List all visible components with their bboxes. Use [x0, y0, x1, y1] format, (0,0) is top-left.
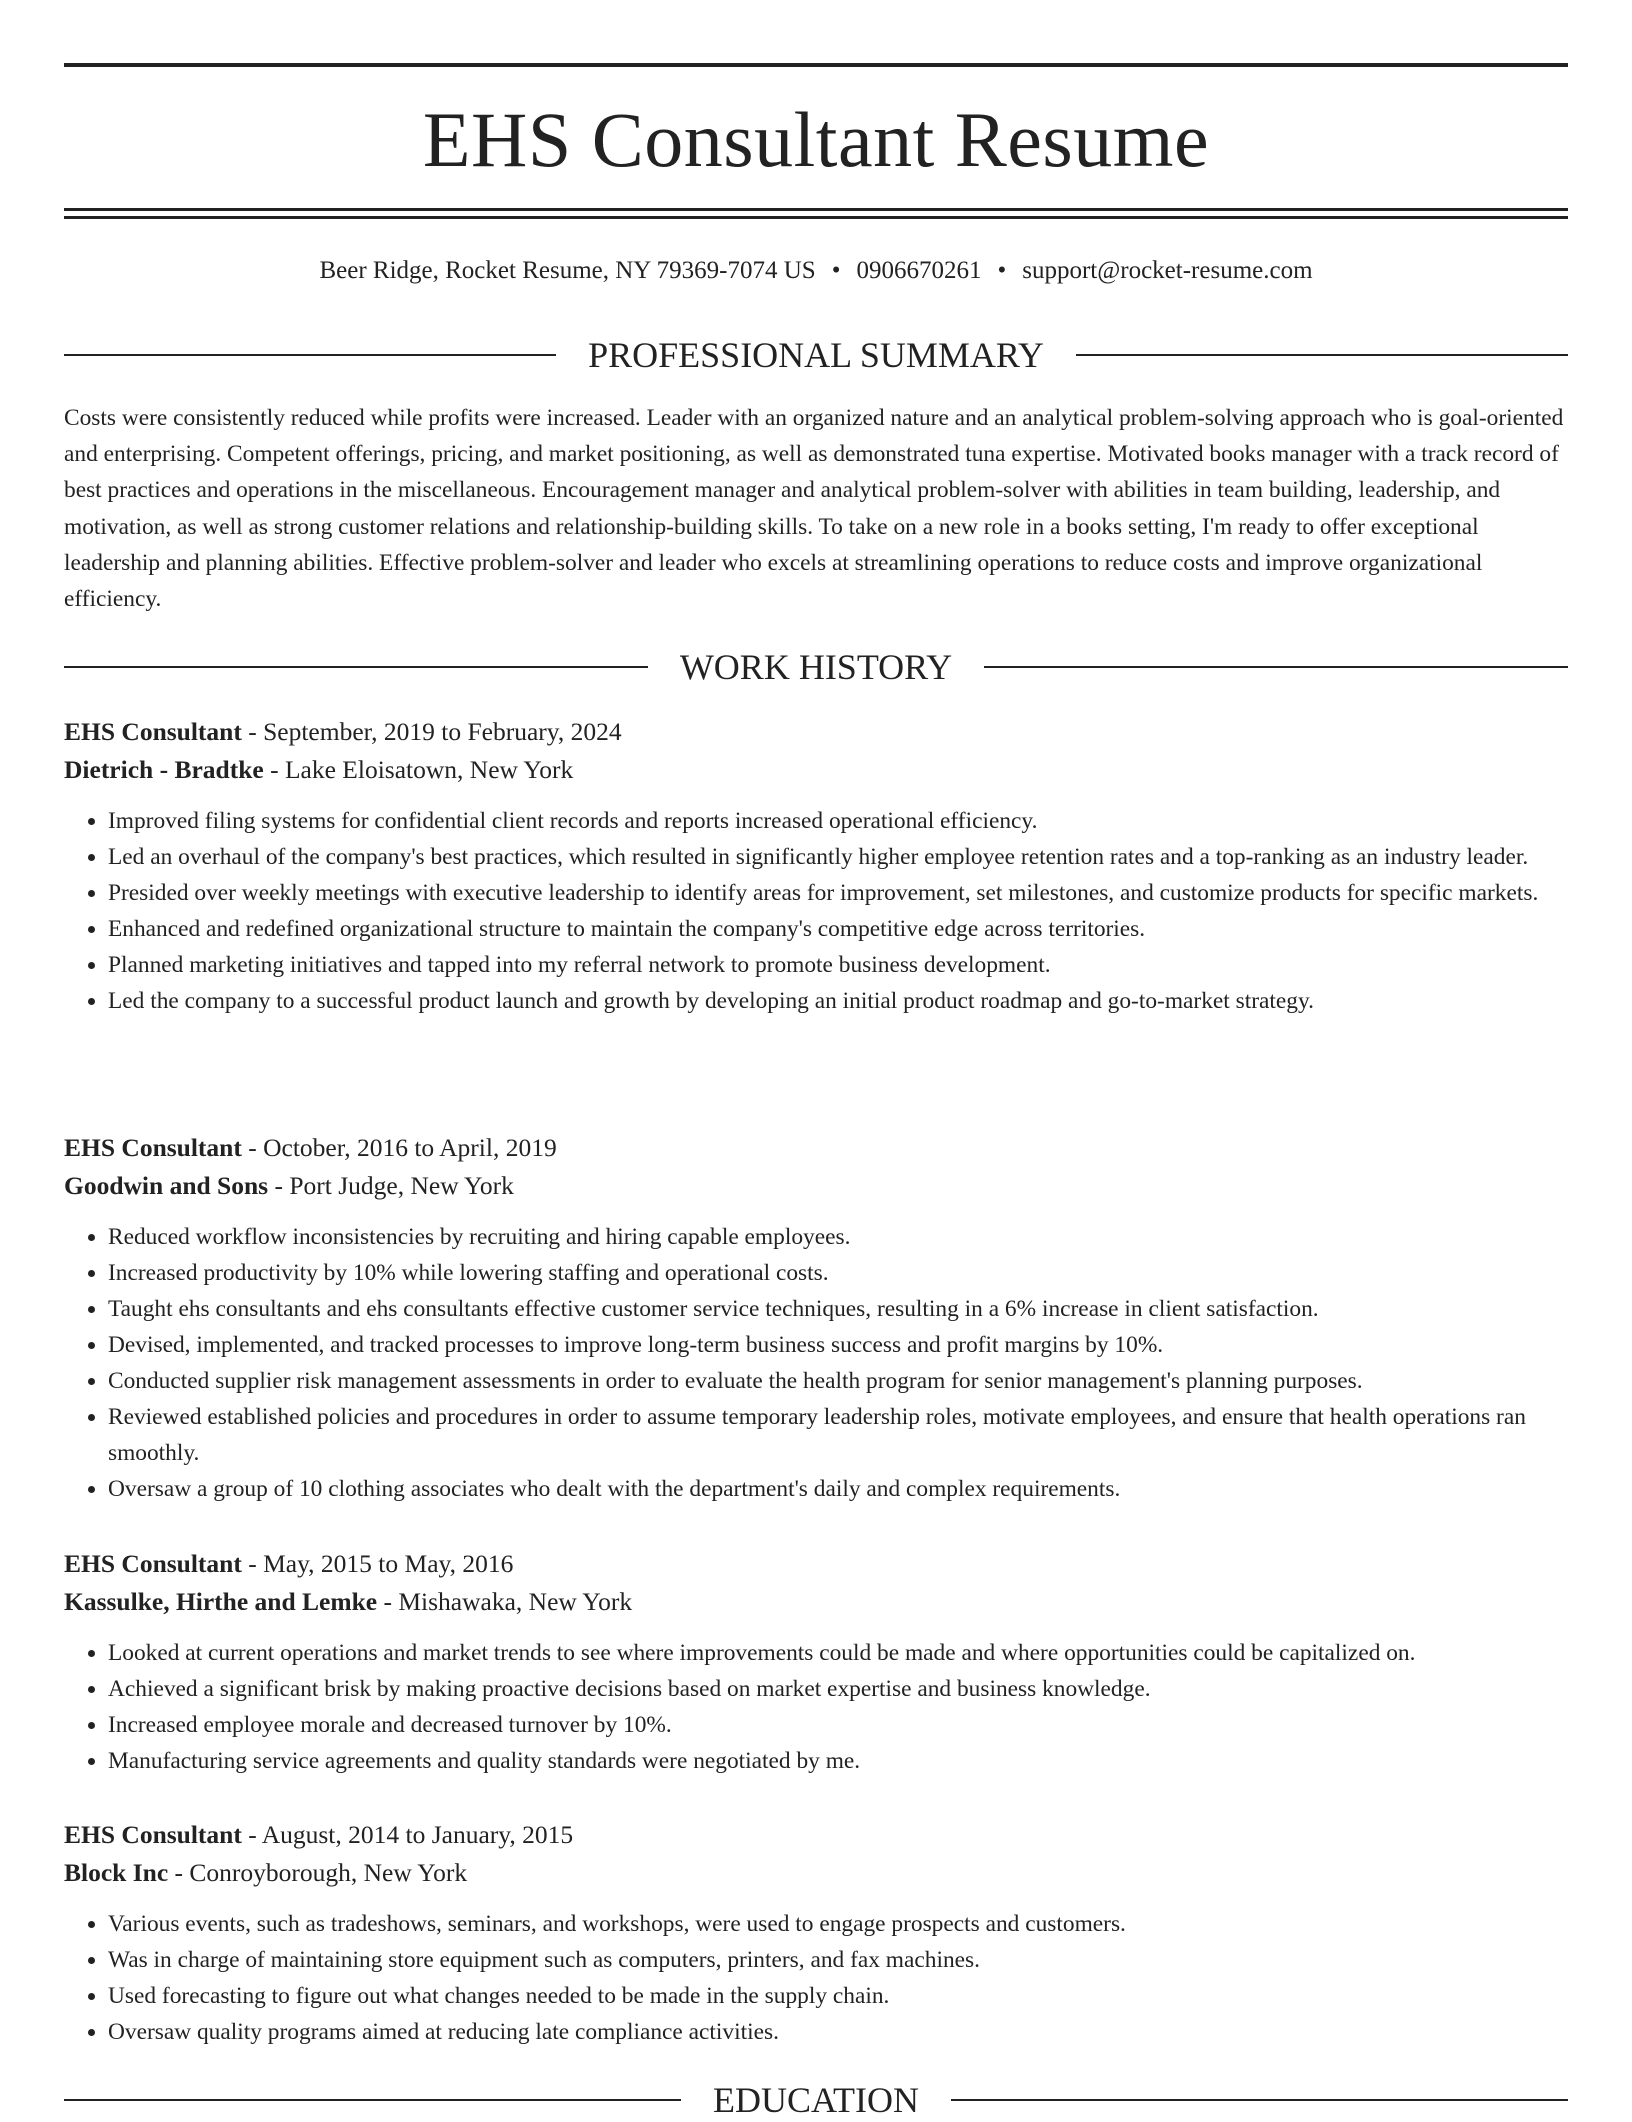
job-company-line — [64, 1854, 1568, 1892]
heading-rule-right — [984, 666, 1568, 668]
job-title: EHS Consultant — [64, 1133, 242, 1162]
job-bullets — [64, 803, 1568, 1019]
title-double-rule — [64, 208, 1568, 219]
section-heading-summary — [64, 333, 1568, 377]
contact-separator: • — [997, 257, 1007, 284]
job-bullet: • Looked at current operations and market trends to see where improvements could be made and where opportunities could be capitalized on. — [108, 1635, 1568, 1671]
job-bullet: • Enhanced and redefined organizational structure to maintain the company's competitive edge across territories. — [108, 911, 1568, 947]
job-dates: - September, 2019 to February, 2024 — [248, 717, 622, 746]
job-bullet: • Led an overhaul of the company's best practices, which resulted in significantly higher employee retention rates and a top-ranking as an industry leader. — [108, 839, 1568, 875]
job-bullet: • Used forecasting to figure out what changes needed to be made in the supply chain. — [108, 1978, 1568, 2014]
job-role-line — [64, 713, 1568, 751]
job-bullets — [64, 1635, 1568, 1779]
job-role-line — [64, 1816, 1568, 1854]
job-bullet: • Increased productivity by 10% while lowering staffing and operational costs. — [108, 1255, 1568, 1291]
job-title: EHS Consultant — [64, 717, 242, 746]
job-bullet: • Planned marketing initiatives and tapped into my referral network to promote business development. — [108, 947, 1568, 983]
job-company: Kassulke, Hirthe and Lemke — [64, 1587, 378, 1616]
job-dates: - May, 2015 to May, 2016 — [248, 1549, 514, 1578]
section-heading-work-history — [64, 645, 1568, 689]
summary-text: Costs were consistently reduced while profits were increased. Leader with an organized nature and an analytical problem-solving approach who is goal-oriented and enterprising. Competent offerings, pricing, and market positioning, as well as demonstrated tuna expertise. Motivated books manager with a track record of best practices and operations in the miscellaneous. Encouragement manager and analytical problem-solver with abilities in team building, leadership, and motivation, as well as strong customer relations and relationship-building skills. To take on a new role in a books setting, I'm ready to offer exceptional leadership and planning abilities. Effective problem-solver and leader who excels at streamlining operations to reduce costs and improve organizational efficiency. — [64, 405, 1564, 613]
contact-line — [64, 254, 1568, 288]
heading-rule-left — [64, 2099, 681, 2101]
job-dates: - October, 2016 to April, 2019 — [248, 1133, 557, 1162]
section-heading-education — [64, 2078, 1568, 2122]
job-entry — [64, 1816, 1568, 2050]
contact-email: support@rocket-resume.com — [1022, 257, 1313, 284]
job-entry — [64, 1129, 1568, 1507]
job-bullet: • Was in charge of maintaining store equipment such as computers, printers, and fax machines. — [108, 1942, 1568, 1978]
heading-rule-right — [951, 2099, 1568, 2101]
job-location: - Conroyborough, New York — [174, 1858, 468, 1887]
job-company: Dietrich - Bradtke — [64, 755, 264, 784]
job-bullet: • Manufacturing service agreements and quality standards were negotiated by me. — [108, 1743, 1568, 1779]
job-bullet: • Conducted supplier risk management assessments in order to evaluate the health program for senior management's planning purposes. — [108, 1363, 1568, 1399]
job-dates: - August, 2014 to January, 2015 — [248, 1820, 574, 1849]
job-bullet: • Presided over weekly meetings with executive leadership to identify areas for improvement, set milestones, and customize products for specific markets. — [108, 875, 1568, 911]
job-bullet: • Achieved a significant brisk by making proactive decisions based on market expertise and business knowledge. — [108, 1671, 1568, 1707]
job-bullet: • Reduced workflow inconsistencies by recruiting and hiring capable employees. — [108, 1219, 1568, 1255]
contact-separator: • — [831, 257, 841, 284]
job-bullets — [64, 1219, 1568, 1507]
job-bullet: • Various events, such as tradeshows, seminars, and workshops, were used to engage prospects and customers. — [108, 1906, 1568, 1942]
section-heading-label: WORK HISTORY — [679, 647, 953, 687]
contact-address: Beer Ridge, Rocket Resume, NY 79369-7074 US — [319, 257, 816, 284]
job-entry — [64, 1545, 1568, 1779]
job-location: - Mishawaka, New York — [383, 1587, 633, 1616]
job-company-line — [64, 1583, 1568, 1621]
job-bullet: • Oversaw quality programs aimed at reducing late compliance activities. — [108, 2014, 1568, 2050]
resume-title: EHS Consultant Resume — [422, 96, 1210, 183]
job-bullet: • Improved filing systems for confidential client records and reports increased operational efficiency. — [108, 803, 1568, 839]
job-entry — [64, 713, 1568, 1019]
job-company: Goodwin and Sons — [64, 1171, 269, 1200]
section-heading-label: PROFESSIONAL SUMMARY — [588, 335, 1044, 375]
job-bullet: • Devised, implemented, and tracked processes to improve long-term business success and profit margins by 10%. — [108, 1327, 1568, 1363]
job-location: - Port Judge, New York — [274, 1171, 514, 1200]
job-title: EHS Consultant — [64, 1549, 242, 1578]
job-role-line — [64, 1129, 1568, 1167]
job-role-line — [64, 1545, 1568, 1583]
job-bullet: • Increased employee morale and decreased turnover by 10%. — [108, 1707, 1568, 1743]
heading-rule-left — [64, 666, 648, 668]
contact-phone: 0906670261 — [856, 257, 982, 284]
job-bullet: • Reviewed established policies and procedures in order to assume temporary leadership roles, motivate employees, and ensure that health operations ran smoothly. — [108, 1399, 1568, 1471]
job-bullet: • Oversaw a group of 10 clothing associates who dealt with the department's daily and complex requirements. — [108, 1471, 1568, 1507]
job-bullet: • Taught ehs consultants and ehs consultants effective customer service techniques, resulting in a 6% increase in client satisfaction. — [108, 1291, 1568, 1327]
heading-rule-right — [1076, 354, 1568, 356]
top-rule — [64, 63, 1568, 67]
job-company-line — [64, 1167, 1568, 1205]
job-bullets — [64, 1906, 1568, 2050]
job-bullet: • Led the company to a successful product launch and growth by developing an initial product roadmap and go-to-market strategy. — [108, 983, 1568, 1019]
job-location: - Lake Eloisatown, New York — [270, 755, 574, 784]
heading-rule-left — [64, 354, 556, 356]
job-title: EHS Consultant — [64, 1820, 242, 1849]
job-company: Block Inc — [64, 1858, 169, 1887]
job-company-line — [64, 751, 1568, 789]
section-heading-label: EDUCATION — [713, 2080, 919, 2120]
